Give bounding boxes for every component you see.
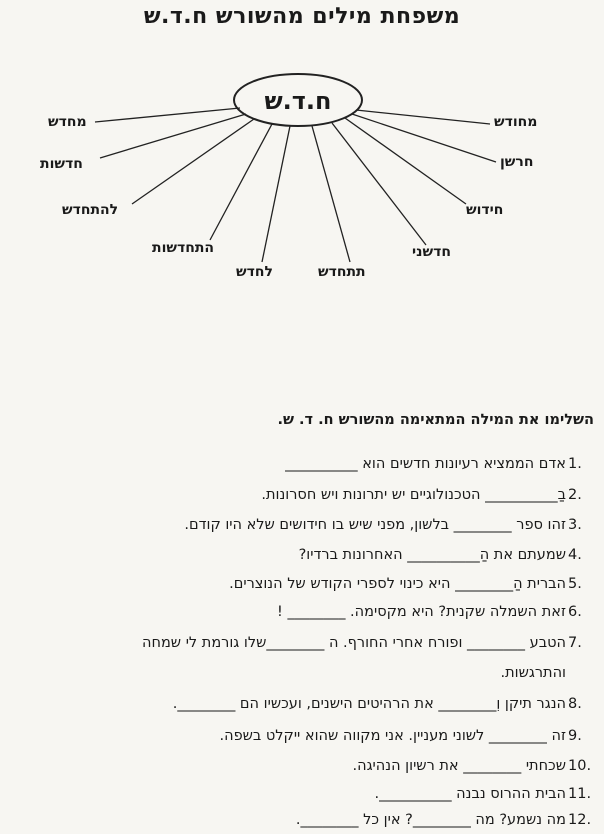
item-text: זאת השמלה שקנית? היא מקסימה. ________ ! bbox=[277, 604, 566, 620]
item-number: 11. bbox=[568, 786, 592, 802]
line-to-word-10 bbox=[95, 108, 240, 122]
item-text: אדם הממציא רעיונות חדשים הוא __________ bbox=[285, 456, 566, 472]
item-number: 4. bbox=[568, 547, 582, 563]
item-text: זה ________ לשוני מעניין. אני מקווה שהוא ייקלט בשפה. bbox=[219, 728, 566, 744]
item-text: שמעתם את הַ__________ האחרונות ברדיו? bbox=[298, 547, 566, 563]
exercise-list bbox=[0, 446, 604, 834]
line-to-word-4 bbox=[332, 123, 426, 245]
item-text: זהו ספר ________ בלשון, מפני שיש בו חידושים שלא היו קודם. bbox=[184, 517, 566, 533]
item-text: והתרגשות. bbox=[500, 665, 566, 681]
item-text: הברית הַ________ היא כינוי לספרי הקודש של הנוצרים. bbox=[229, 576, 566, 592]
word-family-diagram bbox=[0, 0, 604, 300]
item-text: הטבע ________ ופורח אחרי החורף. ה ________שלו גורמת לי שמחה bbox=[142, 635, 566, 651]
item-number: 10. bbox=[568, 758, 592, 774]
item-number: 1. bbox=[568, 456, 582, 472]
word-5: תתחדש bbox=[318, 264, 366, 280]
word-7: התחדשות bbox=[152, 240, 215, 256]
item-number: 5. bbox=[568, 576, 582, 592]
item-number: 8. bbox=[568, 696, 582, 712]
word-10: מחדש bbox=[48, 114, 87, 130]
item-number: 9. bbox=[568, 728, 582, 744]
item-number: 12. bbox=[568, 812, 592, 828]
page-title: משפחת מילים מהשורש ח.ד.ש bbox=[143, 4, 461, 29]
word-4: חדשני bbox=[412, 244, 451, 260]
line-to-word-9 bbox=[100, 114, 246, 158]
word-1: מחודש bbox=[494, 114, 538, 130]
word-3: חידוש bbox=[466, 202, 504, 218]
item-number: 3. bbox=[568, 517, 582, 533]
word-6: לחדש bbox=[236, 264, 273, 280]
word-8: להתחדש bbox=[62, 202, 119, 218]
line-to-word-3 bbox=[345, 118, 466, 204]
item-number: 2. bbox=[568, 487, 582, 503]
item-text: הנגר תיקן וְ________ את הרהיטים הישנים, ועכשיו הם ________. bbox=[172, 696, 566, 712]
item-text: הבית ההרוס נבנה __________. bbox=[374, 786, 566, 802]
root-label: ח.ד.ש bbox=[264, 87, 332, 115]
word-2: חרשן bbox=[500, 154, 534, 170]
item-number: 6. bbox=[568, 604, 582, 620]
word-9: חדשות bbox=[40, 156, 83, 172]
item-number: 7. bbox=[568, 635, 582, 651]
instruction: השלימו את המילה המתאימה מהשורש ח. ד. ש. bbox=[277, 412, 594, 428]
line-to-word-7 bbox=[210, 124, 272, 240]
item-text: שכחתי ________ את רשיון הנהיגה. bbox=[352, 758, 566, 774]
item-text: מה נשמע? מה ________? אין כל ________. bbox=[295, 812, 566, 828]
line-to-word-6 bbox=[262, 126, 290, 262]
item-text: בַ__________ הטכנולוגיים יש יתרונות ויש חסרונות. bbox=[261, 487, 566, 503]
line-to-word-5 bbox=[312, 126, 350, 262]
diagram-lines bbox=[0, 0, 604, 300]
